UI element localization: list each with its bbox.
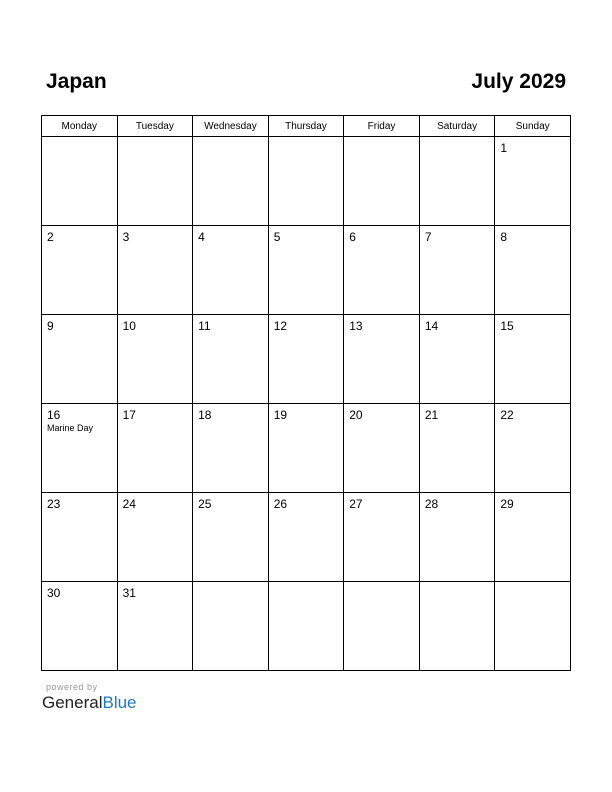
day-cell [42,315,118,404]
day-cell [268,137,344,226]
day-cell [193,315,269,404]
weekday-header-row [42,116,571,137]
day-number: 19 [273,408,288,422]
day-cell [193,137,269,226]
day-cell [193,226,269,315]
day-cell [495,493,571,582]
day-number [118,137,193,141]
day-cell [419,226,495,315]
week-row [42,493,571,582]
day-cell [42,404,118,493]
day-cell [42,493,118,582]
week-row [42,137,571,226]
day-cell [117,315,193,404]
day-number: 9 [47,319,54,333]
day-number: 14 [424,319,439,333]
week-row [42,404,571,493]
calendar-body [42,137,571,671]
day-number: 3 [122,230,130,244]
day-number: 29 [500,497,514,511]
day-cell [42,582,118,671]
day-number: 8 [500,230,508,244]
day-number [193,137,268,141]
day-cell [344,582,420,671]
day-cell [419,493,495,582]
day-number: 10 [122,319,136,333]
day-number: 13 [349,319,363,333]
day-number: 17 [122,408,136,422]
day-number: 4 [198,230,205,244]
generalblue-logo[interactable] [42,693,137,713]
day-cell [117,137,193,226]
day-cell [193,582,269,671]
day-number: 24 [122,497,136,511]
day-cell [344,315,420,404]
day-number: 23 [47,497,61,511]
day-number: 12 [273,319,288,333]
day-cell [495,315,571,404]
day-number [420,582,495,586]
day-cell [268,226,344,315]
day-cell [419,404,495,493]
day-number: 7 [424,230,432,244]
day-cell [117,493,193,582]
day-cell [268,404,344,493]
day-number [269,137,344,141]
day-number [42,137,117,141]
day-number: 25 [198,497,212,511]
day-number: 16 [47,408,61,422]
day-cell [117,226,193,315]
day-cell [193,493,269,582]
day-cell [42,226,118,315]
week-row [42,226,571,315]
day-cell [419,137,495,226]
weekday-friday: Friday [344,116,420,137]
day-number: 1 [500,141,508,155]
powered-by-text: powered by [46,682,98,692]
day-number: 28 [424,497,439,511]
day-number [344,582,419,586]
day-number: 11 [198,319,211,333]
day-cell [344,404,420,493]
week-row [42,582,571,671]
day-cell [117,404,193,493]
weekday-monday: Monday [42,116,118,137]
day-cell [344,226,420,315]
day-number: 15 [500,319,514,333]
day-number [495,582,570,586]
brand-general-text: General [42,693,103,712]
day-number [344,137,419,141]
holiday-label: Marine Day [47,423,94,433]
day-cell [495,404,571,493]
day-number [193,582,268,586]
day-number: 2 [47,230,54,244]
day-number: 21 [424,408,439,422]
weekday-thursday: Thursday [268,116,344,137]
brand-blue-text: Blue [102,693,137,712]
day-number: 26 [273,497,288,511]
country-title: Japan [46,70,107,93]
day-number: 31 [122,586,136,600]
day-number: 20 [349,408,363,422]
month-year-title: July 2029 [471,70,566,93]
day-cell [268,582,344,671]
day-number: 27 [349,497,363,511]
day-number: 18 [198,408,212,422]
day-cell [193,404,269,493]
weekday-wednesday: Wednesday [193,116,269,137]
day-number: 6 [349,230,356,244]
day-cell [268,493,344,582]
calendar-grid [41,115,571,671]
day-cell [42,137,118,226]
day-number: 30 [47,586,61,600]
day-cell [495,137,571,226]
weekday-sunday: Sunday [495,116,571,137]
day-cell [495,226,571,315]
day-cell [344,137,420,226]
day-cell [419,582,495,671]
day-cell [495,582,571,671]
day-number [269,582,344,586]
day-cell [344,493,420,582]
day-number: 22 [500,408,514,422]
weekday-saturday: Saturday [419,116,495,137]
day-cell [268,315,344,404]
weekday-tuesday: Tuesday [117,116,193,137]
day-cell [419,315,495,404]
day-cell [117,582,193,671]
week-row [42,315,571,404]
day-number [420,137,495,141]
day-number: 5 [273,230,281,244]
